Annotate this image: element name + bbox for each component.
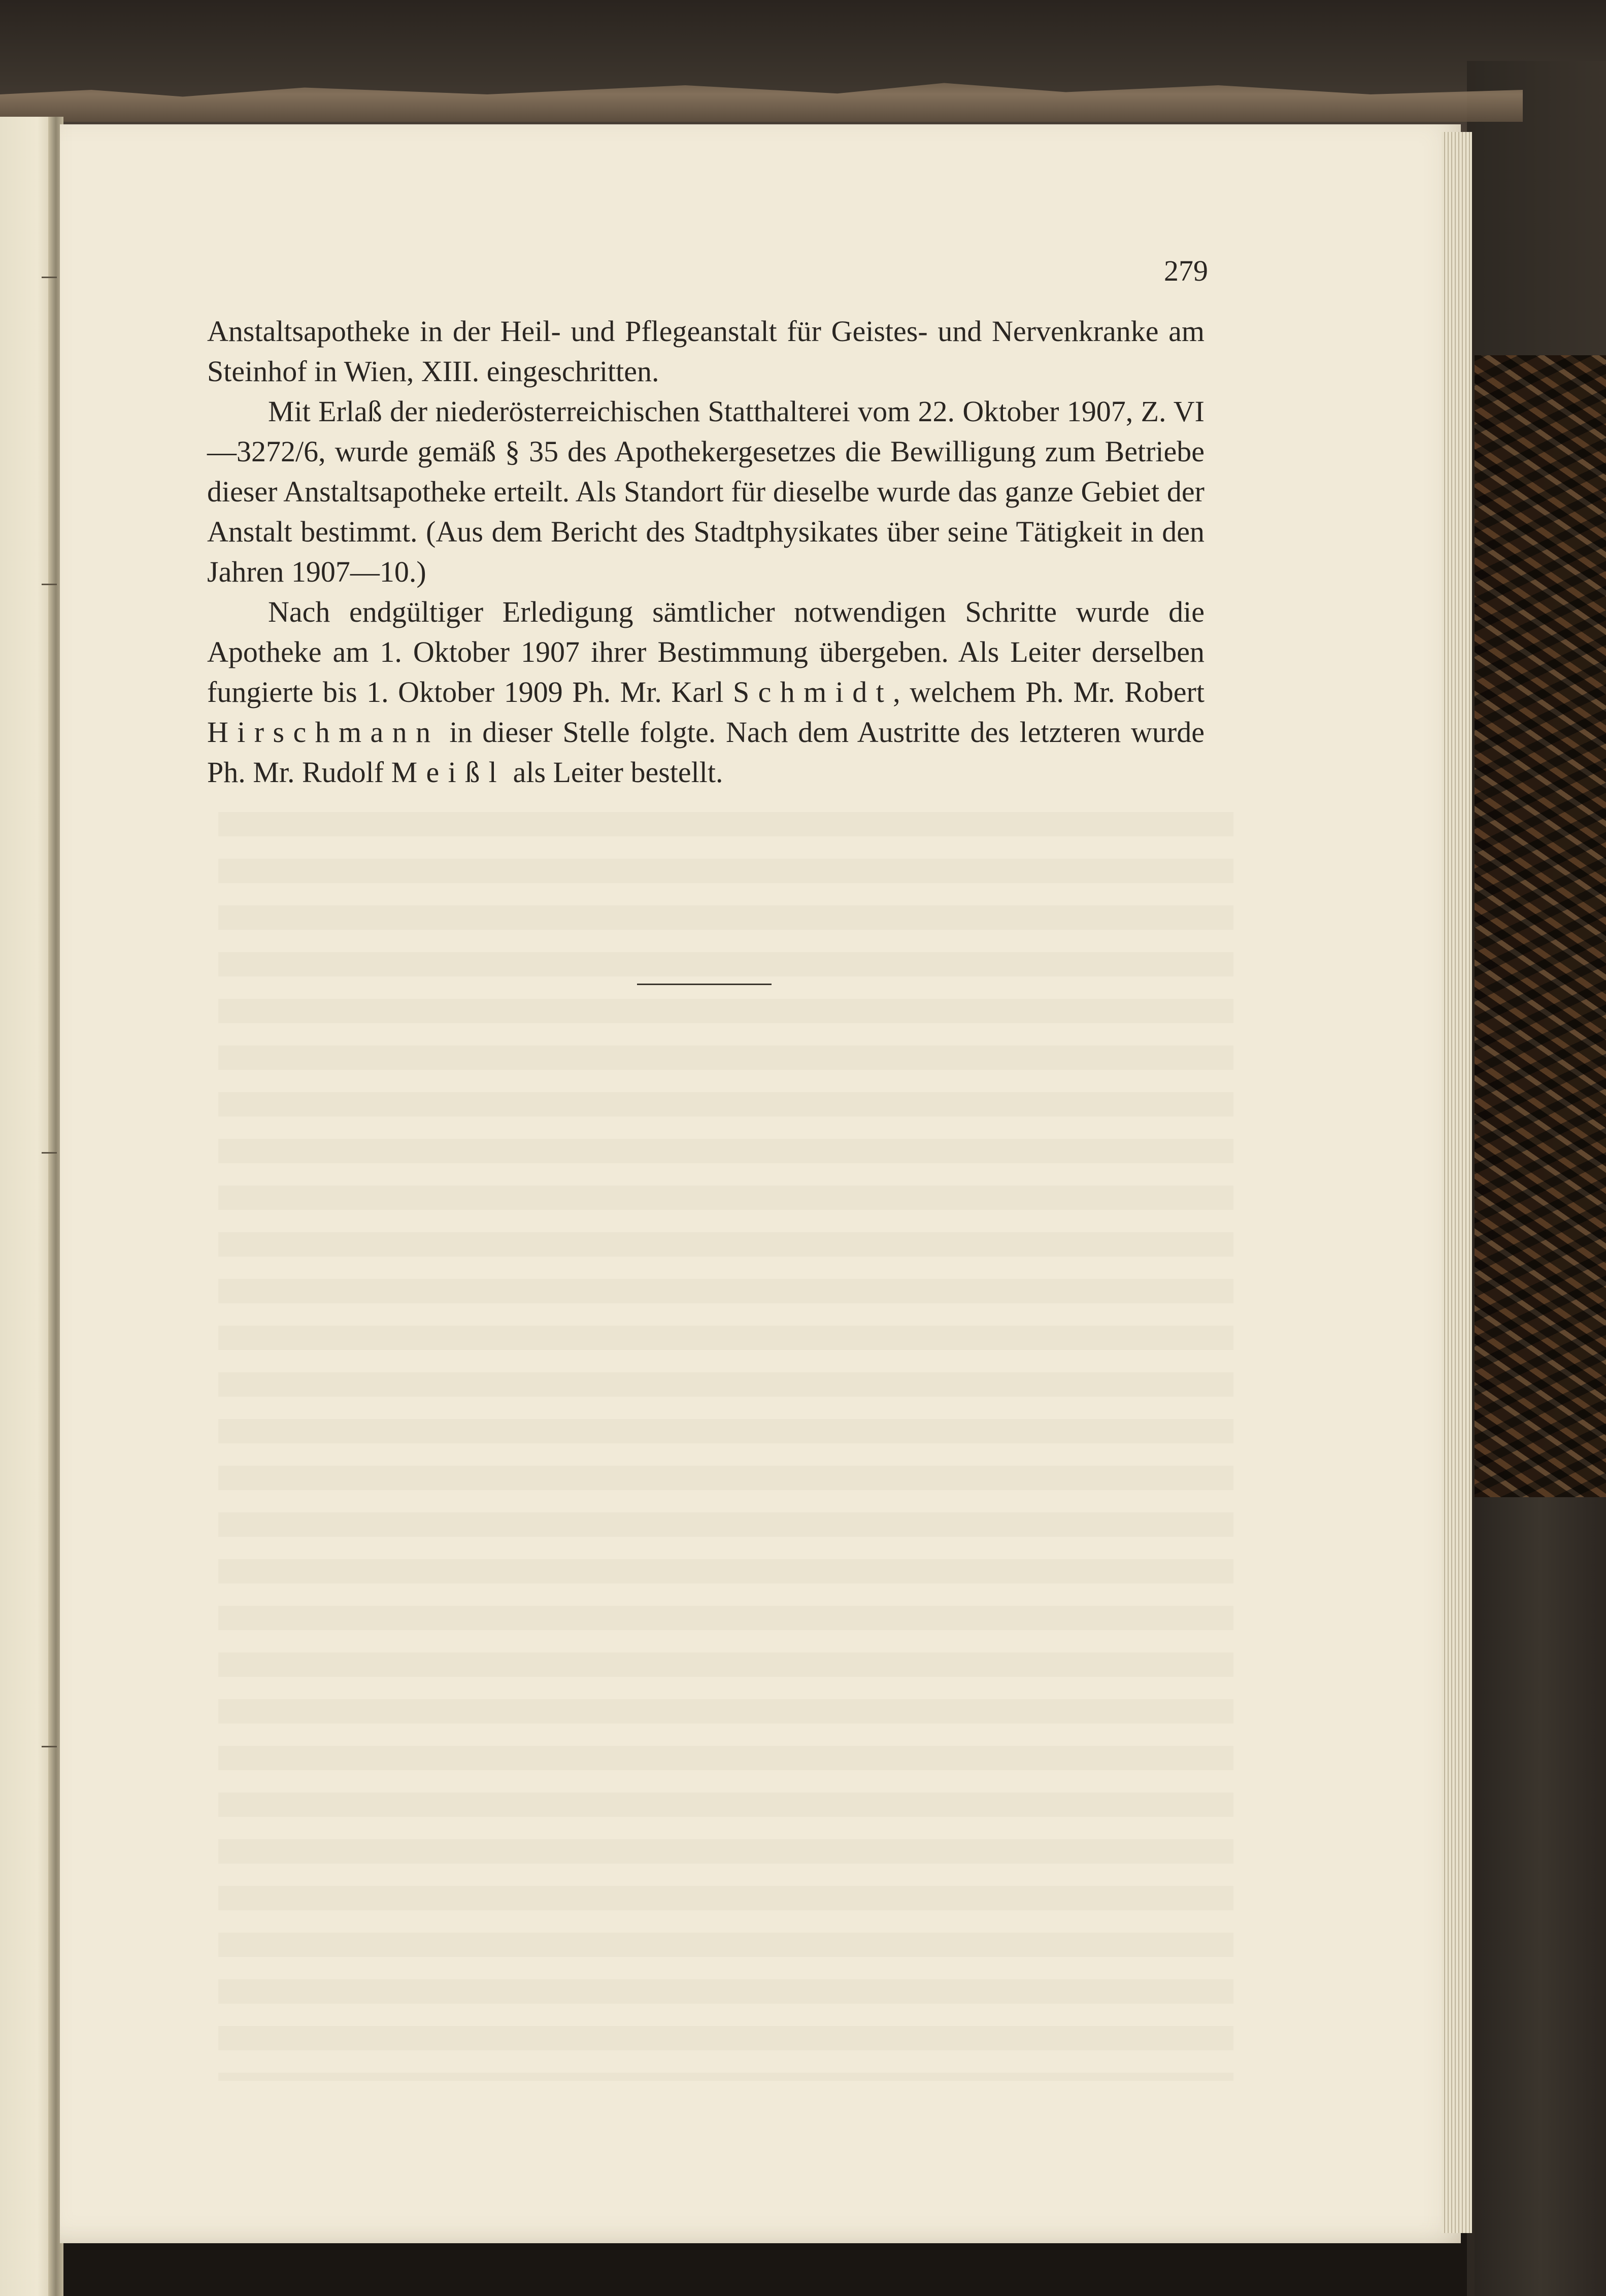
paragraph-2 (207, 391, 1204, 592)
marbled-edge (1475, 355, 1606, 1497)
body-text (207, 311, 1204, 792)
text-run: in dieser Stelle folgte. Nach dem Austritte des letzteren wurde Ph. Mr. Rudolf (207, 716, 1204, 789)
reverse-side-show-through (218, 812, 1233, 2081)
binding-stitch (42, 584, 57, 585)
binding-stitch (42, 277, 57, 278)
page-number: 279 (1164, 254, 1208, 287)
paragraph-1 (207, 311, 1204, 391)
spaced-name: Hirschmann (207, 716, 440, 749)
section-divider-rule (637, 984, 772, 985)
text-run: , welchem Ph. Mr. Robert (893, 676, 1204, 708)
text-run: Anstaltsapotheke in der Heil- und Pflegeanstalt für Geistes- und Nervenkranke am Steinhof in Wien, XIII. eingeschritten. (207, 315, 1204, 388)
book-board-lower (1475, 1497, 1606, 2296)
spaced-name: Meißl (391, 756, 506, 789)
spaced-name: Schmidt (732, 676, 893, 708)
binding-stitch (42, 1746, 57, 1747)
paragraph-3 (207, 592, 1204, 792)
text-run: Nach endgültiger Erledigung sämtlicher notwendigen Schritte wurde die Apotheke am 1. Oktober 1907 ihrer Bestimmung übergeben. Als Leiter derselben fungierte bis 1. Oktober 1909 Ph. Mr. Karl (207, 595, 1204, 708)
page-leaves-edge (1442, 132, 1472, 2233)
text-run: Mit Erlaß der niederösterreichischen Statthalterei vom 22. Oktober 1907, Z. VI—3272/6, wurde gemäß § 35 des Apothekergesetzes die Bewilligung zum Betriebe dieser Anstaltsapotheke erteilt. Als Standort für dieselbe wurde das ganze Gebiet der Anstalt bestimmt. (Aus dem Bericht des Stadtphysikates über seine Tätigkeit in den Jahren 1907—10.) (207, 395, 1204, 588)
facing-page-edge (0, 117, 53, 2296)
text-run: als Leiter bestellt. (506, 756, 723, 789)
binding-stitch (42, 1152, 57, 1154)
